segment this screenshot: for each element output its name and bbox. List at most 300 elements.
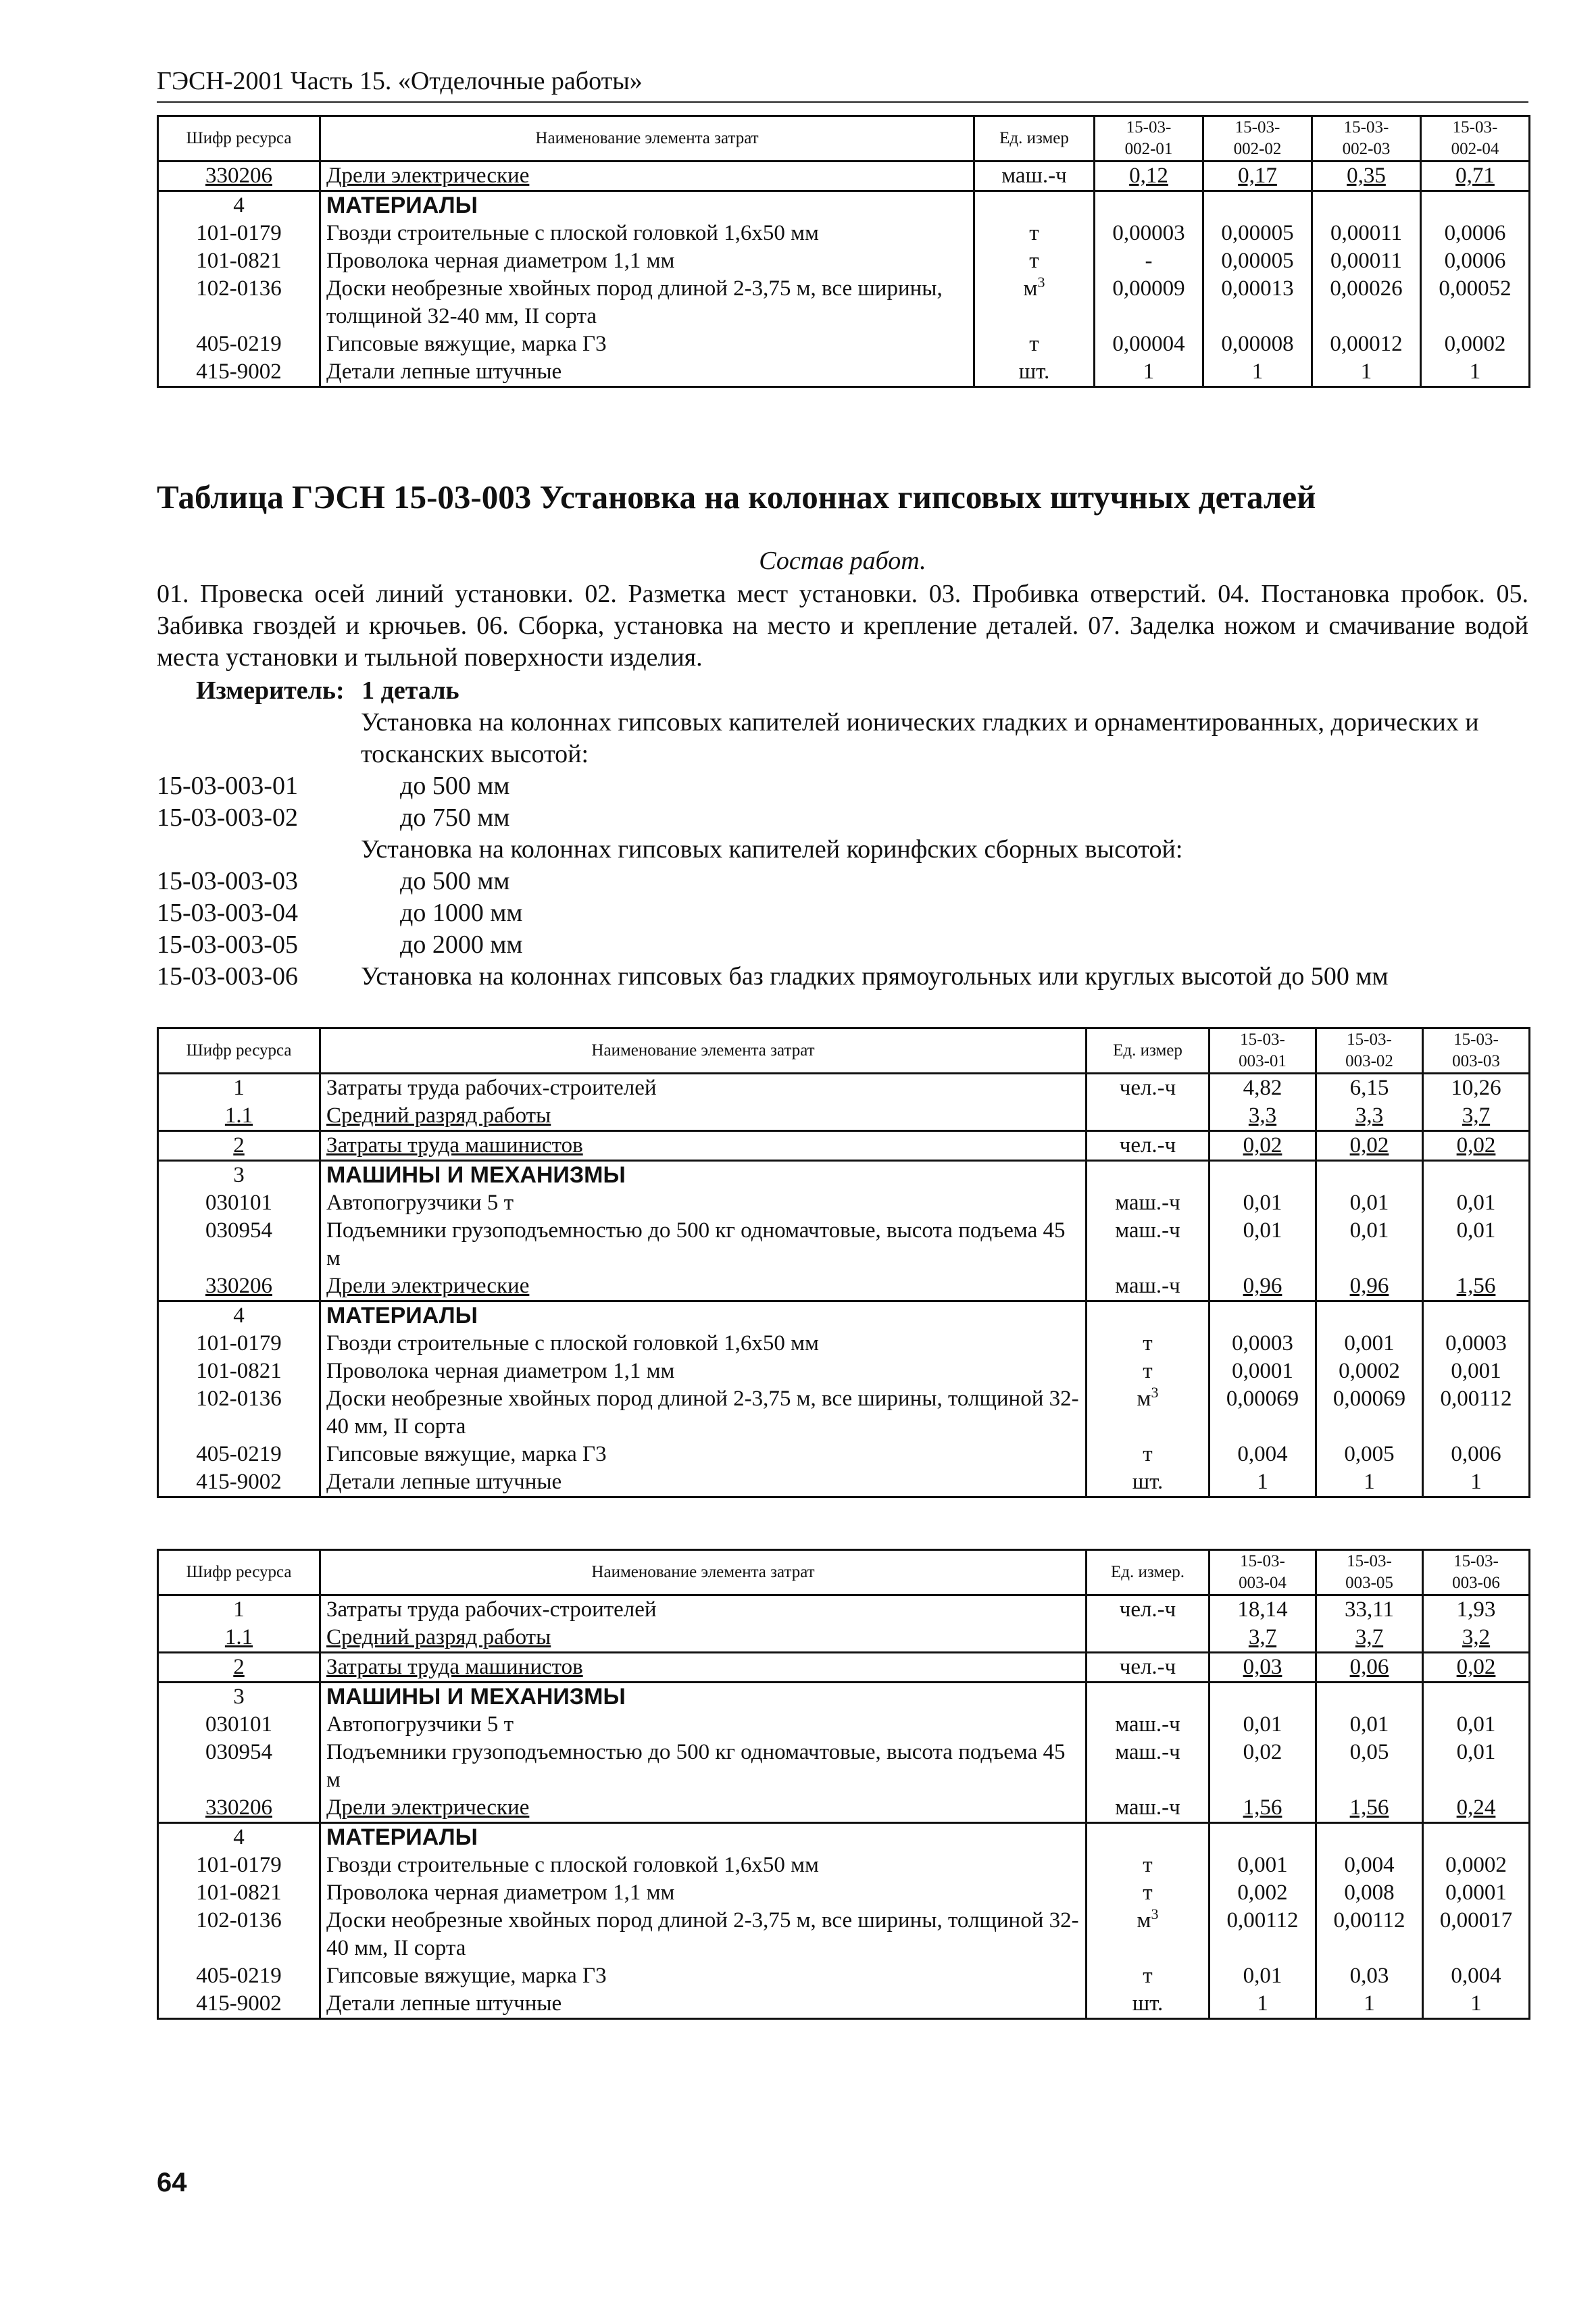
resource-name-text: Гипсовые вяжущие, марка Г3 (326, 1442, 607, 1466)
norm-value: 33,11 (1316, 1595, 1423, 1624)
norm-value (1423, 1301, 1530, 1330)
unit-of-measure (1087, 1102, 1210, 1131)
norm-value: 3,3 (1316, 1102, 1423, 1131)
norm-value: 0,00003 (1095, 220, 1203, 247)
resource-name-text: Гвозди строительные с плоской головкой 1,6х50 мм (326, 221, 819, 245)
unit-of-measure (1087, 1301, 1210, 1330)
unit-of-measure: т (1087, 1851, 1210, 1879)
resource-name-text: Доски необрезные хвойных пород длиной 2-3,75 м, все ширины, толщиной 32-40 мм, II сорта (326, 1908, 1079, 1960)
column-header: 15-03- 003-05 (1316, 1550, 1423, 1595)
resource-name-text: Проволока черная диаметром 1,1 мм (326, 1881, 675, 1905)
table-row (158, 1653, 1530, 1683)
norm-value: 0,00112 (1423, 1385, 1530, 1441)
resource-name (320, 1161, 1087, 1190)
resource-name (320, 1990, 1087, 2019)
unit-of-measure: $м^3$ (974, 275, 1095, 330)
norm-value (1203, 191, 1312, 220)
meter (196, 676, 459, 705)
variant-code: 15-03-003-05 (157, 930, 298, 959)
resource-table-15-03-003-b (157, 1549, 1530, 2020)
table-title: Таблица ГЭСН 15-03-003 Установка на колоннах гипсовых штучных деталей (157, 478, 1316, 516)
norm-value: 1 (1210, 1468, 1316, 1497)
variant-row (157, 929, 1528, 961)
column-header: 15-03- 002-04 (1421, 116, 1530, 161)
column-header: 15-03- 002-02 (1203, 116, 1312, 161)
resource-name (320, 1711, 1087, 1739)
variant-code (157, 834, 361, 866)
variant-row (157, 802, 1528, 834)
variant-text: Установка на колоннах гипсовых капителей коринфских сборных высотой: (361, 835, 1183, 864)
resource-name (320, 330, 974, 358)
resource-name (320, 1074, 1087, 1103)
norm-value: 3,7 (1316, 1624, 1423, 1653)
norm-value (1210, 1683, 1316, 1712)
resource-name (320, 1624, 1087, 1653)
resource-name (320, 1794, 1087, 1823)
norm-value: 0,0002 (1421, 330, 1530, 358)
table-row (158, 161, 1530, 191)
resource-name (320, 1441, 1087, 1468)
resource-code: 1 (158, 1074, 320, 1103)
unit-of-measure: чел.-ч (1087, 1074, 1210, 1103)
resource-name-text: Подъемники грузоподъемностью до 500 кг одномачтовые, высота подъема 45 м (326, 1740, 1066, 1792)
resource-code: 101-0821 (158, 247, 320, 275)
resource-code: 101-0179 (158, 1851, 320, 1879)
norm-value: 1 (1423, 1990, 1530, 2019)
resource-name (320, 247, 974, 275)
resource-code: 101-0821 (158, 1358, 320, 1385)
norm-value: 6,15 (1316, 1074, 1423, 1103)
resource-name-text: Затраты труда рабочих-строителей (326, 1076, 657, 1100)
resource-name-text: Детали лепные штучные (326, 1470, 562, 1494)
norm-value: 1,56 (1423, 1272, 1530, 1301)
resource-name-text: МАШИНЫ И МЕХАНИЗМЫ (326, 1162, 626, 1188)
norm-value: 0,002 (1210, 1879, 1316, 1907)
resource-table-15-03-002 (157, 115, 1530, 388)
resource-code: 2 (158, 1653, 320, 1683)
norm-value (1312, 191, 1421, 220)
norm-value: 10,26 (1423, 1074, 1530, 1103)
resource-name (320, 1131, 1087, 1161)
unit-of-measure: чел.-ч (1087, 1653, 1210, 1683)
resource-name (320, 1102, 1087, 1131)
norm-value: 0,03 (1316, 1962, 1423, 1990)
resource-name-text: Гипсовые вяжущие, марка Г3 (326, 1964, 607, 1988)
norm-value: 1 (1421, 358, 1530, 387)
unit-of-measure: т (1087, 1962, 1210, 1990)
resource-code: 101-0179 (158, 220, 320, 247)
resource-code: 330206 (158, 161, 320, 191)
norm-value: 0,001 (1316, 1330, 1423, 1358)
norm-value: 0,96 (1316, 1272, 1423, 1301)
composition-heading: Состав работ. (759, 547, 926, 575)
norm-value: 0,02 (1423, 1653, 1530, 1683)
unit-of-measure: маш.-ч (1087, 1711, 1210, 1739)
resource-code: 101-0821 (158, 1879, 320, 1907)
column-header: 15-03- 003-06 (1423, 1550, 1530, 1595)
norm-value: 0,00052 (1421, 275, 1530, 330)
table-row (158, 1385, 1530, 1441)
norm-value (1423, 1823, 1530, 1852)
norm-value: 0,24 (1423, 1794, 1530, 1823)
norm-value: 18,14 (1210, 1595, 1316, 1624)
resource-name (320, 1823, 1087, 1852)
variant-row (157, 961, 1528, 993)
norm-value: 0,00008 (1203, 330, 1312, 358)
resource-name-text: Гипсовые вяжущие, марка Г3 (326, 332, 607, 356)
unit-of-measure: т (974, 220, 1095, 247)
norm-value: 0,00112 (1316, 1907, 1423, 1962)
resource-name (320, 275, 974, 330)
resource-name-text: Дрели электрические (326, 1274, 530, 1298)
norm-value: 0,008 (1316, 1879, 1423, 1907)
meter-value: 1 деталь (361, 676, 459, 705)
section-row (158, 1301, 1530, 1330)
norm-value (1316, 1683, 1423, 1712)
norm-value: 0,02 (1210, 1739, 1316, 1794)
norm-value: 0,001 (1423, 1358, 1530, 1385)
norm-value: 0,02 (1210, 1131, 1316, 1161)
resource-name-text: Дрели электрические (326, 1795, 530, 1820)
resource-name (320, 1907, 1087, 1962)
resource-name-text: Детали лепные штучные (326, 1991, 562, 2016)
table-row (158, 1879, 1530, 1907)
norm-value (1210, 1823, 1316, 1852)
norm-value: 0,0002 (1316, 1358, 1423, 1385)
column-header: 15-03- 003-03 (1423, 1028, 1530, 1074)
resource-code: 102-0136 (158, 1385, 320, 1441)
unit-of-measure: маш.-ч (1087, 1272, 1210, 1301)
unit-of-measure (1087, 1161, 1210, 1190)
column-header: Наименование элемента затрат (320, 1550, 1087, 1595)
norm-value: 0,01 (1210, 1711, 1316, 1739)
norm-value: 1,56 (1210, 1794, 1316, 1823)
norm-value: 0,01 (1423, 1711, 1530, 1739)
norm-value (1210, 1161, 1316, 1190)
table-row (158, 1907, 1530, 1962)
unit-of-measure (1087, 1823, 1210, 1852)
resource-code: 1.1 (158, 1102, 320, 1131)
variant-row (157, 834, 1528, 866)
variant-code: 15-03-003-06 (157, 962, 298, 991)
unit-of-measure: $м^3$ (1087, 1907, 1210, 1962)
resource-code: 2 (158, 1131, 320, 1161)
unit-of-measure (1087, 1624, 1210, 1653)
column-header: Ед. измер (974, 116, 1095, 161)
table-row (158, 1794, 1530, 1823)
resource-code: 030101 (158, 1189, 320, 1217)
norm-value: 0,00026 (1312, 275, 1421, 330)
variant-row (157, 707, 1528, 770)
norm-value: 0,00112 (1210, 1907, 1316, 1962)
resource-code: 415-9002 (158, 1990, 320, 2019)
table-row (158, 1217, 1530, 1272)
norm-value: 0,004 (1316, 1851, 1423, 1879)
column-header: Ед. измер (1087, 1028, 1210, 1074)
column-header: 15-03- 003-04 (1210, 1550, 1316, 1595)
resource-name-text: МАТЕРИАЛЫ (326, 1824, 478, 1850)
norm-value: 0,00012 (1312, 330, 1421, 358)
norm-value: 1,93 (1423, 1595, 1530, 1624)
resource-name-text: Автопогрузчики 5 т (326, 1191, 514, 1215)
norm-value: 0,00011 (1312, 247, 1421, 275)
resource-code: 030954 (158, 1739, 320, 1794)
norm-value: 3,2 (1423, 1624, 1530, 1653)
resource-name-text: Доски необрезные хвойных пород длиной 2-3,75 м, все ширины, толщиной 32-40 мм, II сорта (326, 1387, 1079, 1439)
column-header: Шифр ресурса (158, 1550, 320, 1595)
section-row (158, 1823, 1530, 1852)
table-row (158, 330, 1530, 358)
norm-value (1316, 1823, 1423, 1852)
unit-of-measure: маш.-ч (1087, 1794, 1210, 1823)
norm-value: 0,004 (1423, 1962, 1530, 1990)
resource-name-text: МАТЕРИАЛЫ (326, 193, 478, 218)
table-row (158, 1272, 1530, 1301)
resource-code: 3 (158, 1161, 320, 1190)
resource-code: 030101 (158, 1711, 320, 1739)
norm-value: 0,02 (1316, 1131, 1423, 1161)
table-row (158, 1851, 1530, 1879)
table-header-row (158, 1028, 1530, 1074)
variant-code: 15-03-003-01 (157, 772, 298, 800)
resource-name-text: Затраты труда машинистов (326, 1133, 583, 1158)
unit-of-measure: т (1087, 1441, 1210, 1468)
resource-code: 1 (158, 1595, 320, 1624)
resource-name-text: Проволока черная диаметром 1,1 мм (326, 1359, 675, 1383)
resource-name (320, 1739, 1087, 1794)
norm-value: 0,006 (1423, 1441, 1530, 1468)
resource-name-text: Средний разряд работы (326, 1103, 551, 1128)
table-row (158, 1962, 1530, 1990)
norm-value (1423, 1683, 1530, 1712)
norm-value: 0,00011 (1312, 220, 1421, 247)
variant-code (157, 707, 361, 770)
table-row (158, 1441, 1530, 1468)
resource-name (320, 1301, 1087, 1330)
norm-value: 0,0001 (1210, 1358, 1316, 1385)
norm-value: 1 (1312, 358, 1421, 387)
resource-name (320, 220, 974, 247)
unit-of-measure: чел.-ч (1087, 1595, 1210, 1624)
section-row (158, 191, 1530, 220)
resource-name-text: Средний разряд работы (326, 1625, 551, 1649)
resource-code: 405-0219 (158, 330, 320, 358)
column-header: Шифр ресурса (158, 116, 320, 161)
resource-code: 102-0136 (158, 1907, 320, 1962)
unit-of-measure: $м^3$ (1087, 1385, 1210, 1441)
unit-of-measure: т (974, 247, 1095, 275)
table-row (158, 1739, 1530, 1794)
unit-of-measure: маш.-ч (1087, 1217, 1210, 1272)
norm-value: 0,0006 (1421, 220, 1530, 247)
resource-name (320, 1272, 1087, 1301)
column-header: 15-03- 003-01 (1210, 1028, 1316, 1074)
table-row (158, 1624, 1530, 1653)
table-header-row (158, 1550, 1530, 1595)
variant-text: до 500 мм (400, 772, 510, 800)
resource-name-text: МАШИНЫ И МЕХАНИЗМЫ (326, 1684, 626, 1710)
resource-name (320, 1851, 1087, 1879)
norm-value: 0,01 (1210, 1217, 1316, 1272)
resource-code: 1.1 (158, 1624, 320, 1653)
unit-of-measure: маш.-ч (1087, 1739, 1210, 1794)
column-header: Наименование элемента затрат (320, 116, 974, 161)
page-number: 64 (157, 2168, 187, 2197)
unit-of-measure: т (974, 330, 1095, 358)
resource-code: 330206 (158, 1272, 320, 1301)
table-row (158, 1468, 1530, 1497)
norm-value: 0,00013 (1203, 275, 1312, 330)
unit-of-measure: маш.-ч (974, 161, 1095, 191)
norm-value: 0,01 (1423, 1189, 1530, 1217)
resource-name (320, 1385, 1087, 1441)
norm-value: 1 (1423, 1468, 1530, 1497)
resource-name (320, 1468, 1087, 1497)
resource-table-15-03-003-a (157, 1027, 1530, 1498)
variant-text: до 750 мм (400, 803, 510, 832)
section-row (158, 1683, 1530, 1712)
norm-value: 0,71 (1421, 161, 1530, 191)
norm-value: 0,17 (1203, 161, 1312, 191)
table-row (158, 1102, 1530, 1131)
resource-name-text: Гвозди строительные с плоской головкой 1,6х50 мм (326, 1853, 819, 1877)
variant-row (157, 770, 1528, 802)
resource-name (320, 1595, 1087, 1624)
resource-name (320, 1217, 1087, 1272)
norm-value: 1 (1316, 1468, 1423, 1497)
unit-of-measure: шт. (974, 358, 1095, 387)
table-row (158, 275, 1530, 330)
table-row (158, 1189, 1530, 1217)
resource-code: 101-0179 (158, 1330, 320, 1358)
resource-name (320, 1330, 1087, 1358)
norm-value (1210, 1301, 1316, 1330)
norm-value: 0,0006 (1421, 247, 1530, 275)
resource-name-text: Проволока черная диаметром 1,1 мм (326, 249, 675, 273)
norm-value: 0,004 (1210, 1441, 1316, 1468)
resource-code: 415-9002 (158, 358, 320, 387)
resource-name (320, 1189, 1087, 1217)
resource-code: 330206 (158, 1794, 320, 1823)
composition-text: 01. Провеска осей линий установки. 02. Разметка мест установки. 03. Пробивка отверстий. 04. Постановка пробок. 05. Забивка гвоздей и крючьев. 06. Сборка, установка на место и крепление деталей. 07. Заделка ножом и смачивание водой места установки и тыльной поверхности изделия. (157, 580, 1528, 672)
resource-name (320, 1962, 1087, 1990)
resource-code: 102-0136 (158, 275, 320, 330)
norm-value: 3,7 (1210, 1624, 1316, 1653)
norm-value (1316, 1161, 1423, 1190)
resource-name (320, 1683, 1087, 1712)
unit-of-measure: т (1087, 1879, 1210, 1907)
norm-value: 0,01 (1316, 1217, 1423, 1272)
column-header: 15-03- 003-02 (1316, 1028, 1423, 1074)
table-row (158, 1330, 1530, 1358)
unit-of-measure: т (1087, 1358, 1210, 1385)
norm-value: 0,35 (1312, 161, 1421, 191)
table-row (158, 1595, 1530, 1624)
resource-name (320, 1653, 1087, 1683)
table-row (158, 358, 1530, 387)
running-header: ГЭСН-2001 Часть 15. «Отделочные работы» (157, 66, 1528, 103)
norm-value: 1,56 (1316, 1794, 1423, 1823)
unit-of-measure: т (1087, 1330, 1210, 1358)
norm-value: 0,0002 (1423, 1851, 1530, 1879)
norm-value: 0,01 (1316, 1189, 1423, 1217)
resource-name (320, 1879, 1087, 1907)
norm-value: 0,03 (1210, 1653, 1316, 1683)
resource-code: 3 (158, 1683, 320, 1712)
resource-name-text: Подъемники грузоподъемностью до 500 кг одномачтовые, высота подъема 45 м (326, 1218, 1066, 1270)
table-row (158, 1990, 1530, 2019)
norm-value: 0,96 (1210, 1272, 1316, 1301)
table-row (158, 247, 1530, 275)
resource-name (320, 191, 974, 220)
table-header-row (158, 116, 1530, 161)
variant-code: 15-03-003-02 (157, 803, 298, 832)
norm-value: 0,05 (1316, 1739, 1423, 1794)
norm-value: 0,00017 (1423, 1907, 1530, 1962)
norm-value: 3,7 (1423, 1102, 1530, 1131)
resource-name-text: Дрели электрические (326, 164, 530, 188)
table-row (158, 1074, 1530, 1103)
resource-code: 405-0219 (158, 1441, 320, 1468)
variant-text: Установка на колоннах гипсовых капителей ионических гладких и орнаментированных, дорических и тосканских высотой: (361, 708, 1479, 768)
norm-value (1423, 1161, 1530, 1190)
resource-code: 415-9002 (158, 1468, 320, 1497)
norm-value: 0,00069 (1316, 1385, 1423, 1441)
norm-value: 0,0003 (1210, 1330, 1316, 1358)
norm-value: 1 (1095, 358, 1203, 387)
table-row (158, 220, 1530, 247)
norm-value: 0,0001 (1423, 1879, 1530, 1907)
norm-value (1316, 1301, 1423, 1330)
resource-name-text: Гвозди строительные с плоской головкой 1,6х50 мм (326, 1331, 819, 1355)
column-header: Наименование элемента затрат (320, 1028, 1087, 1074)
norm-value: 0,0003 (1423, 1330, 1530, 1358)
resource-name-text: Автопогрузчики 5 т (326, 1712, 514, 1737)
variant-code: 15-03-003-04 (157, 899, 298, 927)
norm-value: 1 (1210, 1990, 1316, 2019)
resource-name-text: МАТЕРИАЛЫ (326, 1303, 478, 1328)
resource-name (320, 358, 974, 387)
column-header: Шифр ресурса (158, 1028, 320, 1074)
resource-code: 4 (158, 1301, 320, 1330)
resource-name (320, 161, 974, 191)
variant-text: Установка на колоннах гипсовых баз гладких прямоугольных или круглых высотой до 500 мм (361, 962, 1389, 991)
resource-name-text: Доски необрезные хвойных пород длиной 2-3,75 м, все ширины, толщиной 32-40 мм, II сорта (326, 276, 943, 328)
variant-code: 15-03-003-03 (157, 867, 298, 895)
norm-value: 0,01 (1423, 1217, 1530, 1272)
unit-of-measure: чел.-ч (1087, 1131, 1210, 1161)
norm-value: - (1095, 247, 1203, 275)
column-header: Ед. измер. (1087, 1550, 1210, 1595)
section-row (158, 1161, 1530, 1190)
resource-name-text: Затраты труда машинистов (326, 1655, 583, 1679)
unit-of-measure: шт. (1087, 1468, 1210, 1497)
table-row (158, 1131, 1530, 1161)
column-header: 15-03- 002-03 (1312, 116, 1421, 161)
variant-list (157, 707, 1528, 993)
norm-value: 1 (1316, 1990, 1423, 2019)
resource-name-text: Детали лепные штучные (326, 359, 562, 384)
norm-value: 0,12 (1095, 161, 1203, 191)
resource-code: 030954 (158, 1217, 320, 1272)
meter-label: Измеритель: (196, 676, 345, 705)
variant-text: до 2000 мм (400, 930, 523, 959)
norm-value (1421, 191, 1530, 220)
resource-name (320, 1358, 1087, 1385)
unit-of-measure (1087, 1683, 1210, 1712)
resource-code: 4 (158, 1823, 320, 1852)
variant-text: до 1000 мм (400, 899, 523, 927)
